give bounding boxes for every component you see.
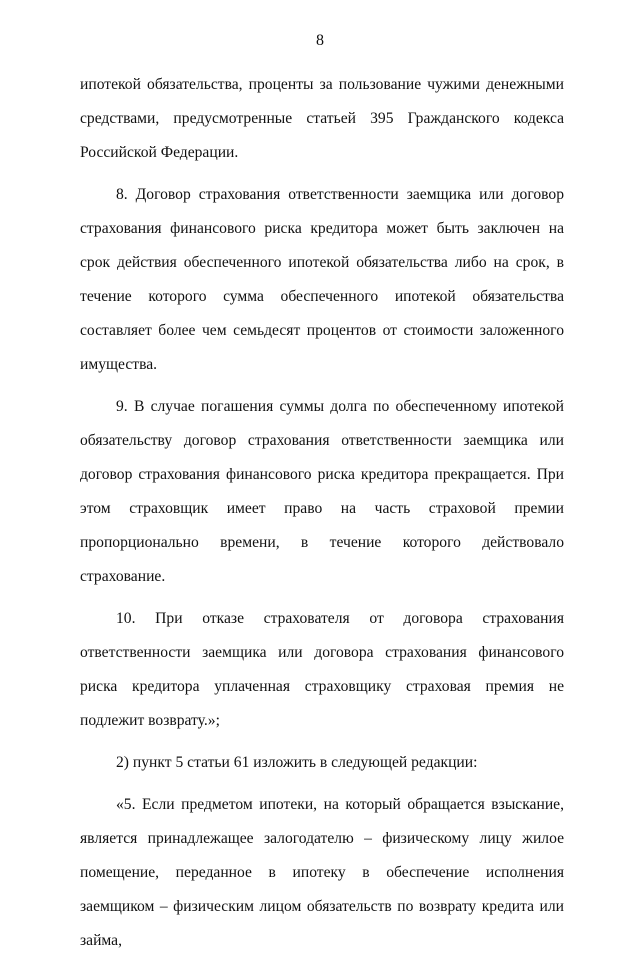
paragraph-item-10: 10. При отказе страхователя от договора страхования ответственности заемщика или договора страхования финансового риска кредитора уплаченная страховщику страховая премия не подлежит возврату.»; <box>80 610 564 729</box>
paragraph-amendment-2: 2) пункт 5 статьи 61 изложить в следующей редакции: <box>116 754 478 771</box>
paragraph-item-5-quote: «5. Если предметом ипотеки, на который обращается взыскание, является принадлежащее залогодателю – физическому лицу жилое помещение, переданное в ипотеку в обеспечение исполнения заемщиком – физическим лицом обязательств по возврату кредита или займа, <box>80 796 564 949</box>
document-body <box>80 68 564 958</box>
page-number: 8 <box>316 32 324 49</box>
paragraph-continuation: ипотекой обязательства, проценты за пользование чужими денежными средствами, предусмотренные статьей 395 Гражданского кодекса Российской Федерации. <box>80 76 564 161</box>
paragraph-item-9: 9. В случае погашения суммы долга по обеспеченному ипотекой обязательству договор страхования ответственности заемщика или договор страхования финансового риска кредитора прекращается. При этом страховщик имеет право на часть страховой премии пропорционально времени, в течение которого действовало страхование. <box>80 398 564 585</box>
paragraph-item-8: 8. Договор страхования ответственности заемщика или договор страхования финансового риска кредитора может быть заключен на срок действия обеспеченного ипотекой обязательства либо на срок, в течение которого сумма обеспеченного ипотекой обязательства составляет более чем семьдесят процентов от стоимости заложенного имущества. <box>80 186 564 373</box>
